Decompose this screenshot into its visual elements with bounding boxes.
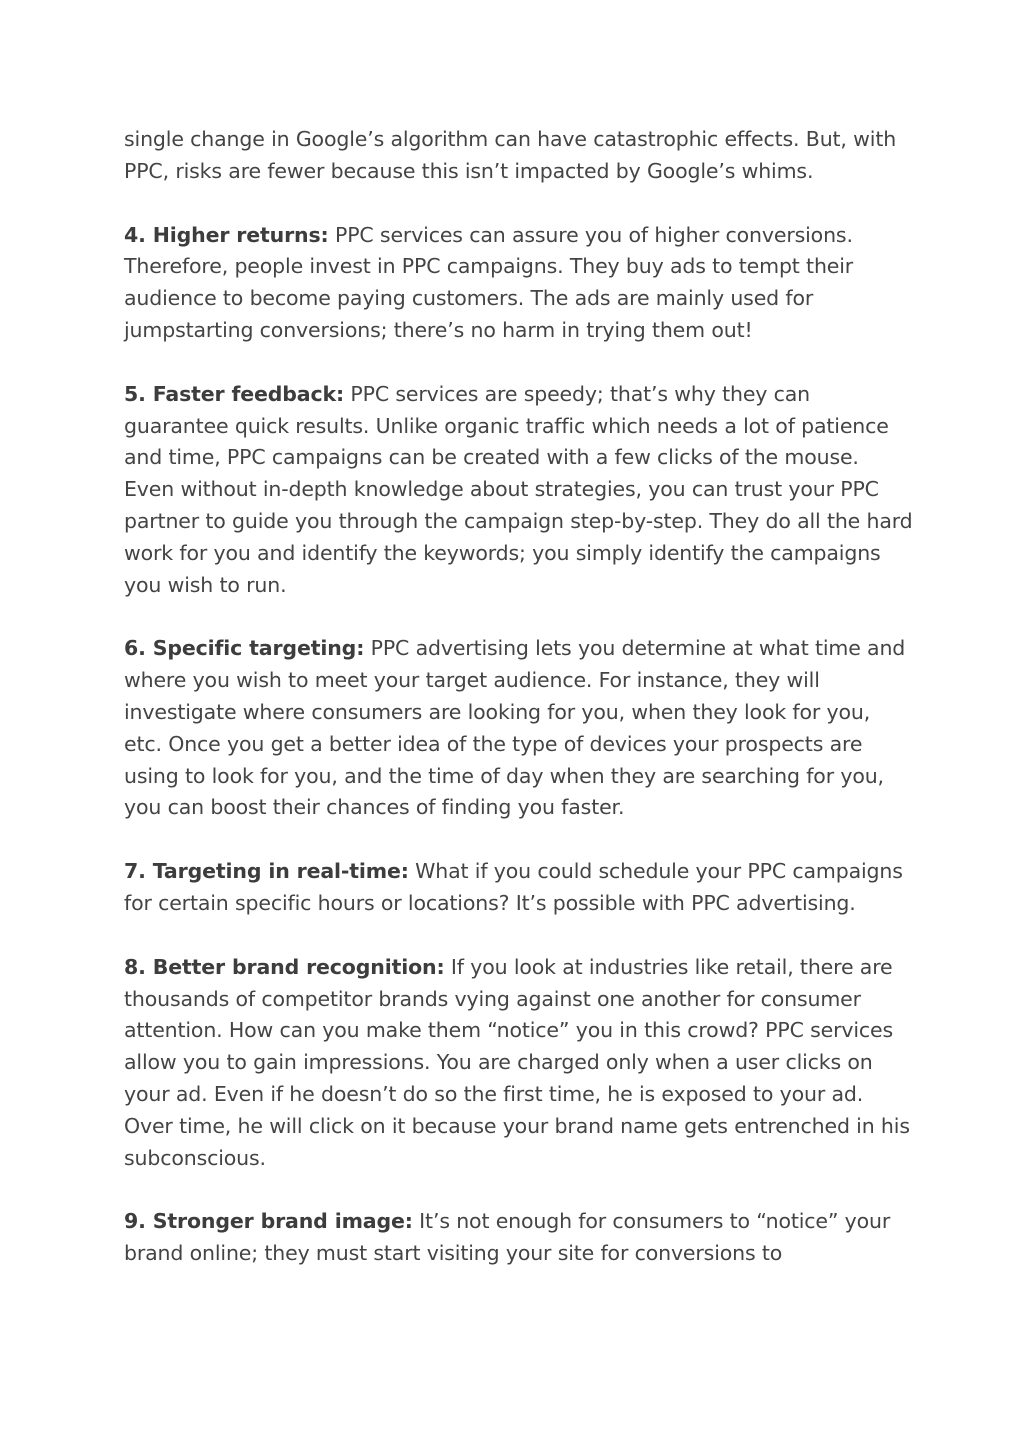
paragraph-heading: 6. Specific targeting: <box>124 636 365 661</box>
paragraph-heading: 7. Targeting in real-time: <box>124 859 409 884</box>
paragraph-brand-recognition <box>124 952 914 1175</box>
paragraph-real-time-targeting <box>124 856 914 920</box>
paragraph-text: PPC advertising lets you determine at what time and where you wish to meet your target audience. For instance, they will investigate where consumers are looking for you, when they look for you, etc. Once you get a better idea of the type of devices your prospects are using to look for you, and the time of day when they are searching for you, you can boost their chances of finding you faster. <box>124 636 906 820</box>
paragraph-specific-targeting <box>124 633 914 824</box>
document-page <box>124 124 914 1302</box>
paragraph-faster-feedback <box>124 379 914 602</box>
paragraph-higher-returns <box>124 220 914 347</box>
paragraph-text: If you look at industries like retail, there are thousands of competitor brands vying against one another for consumer attention. How can you make them “notice” you in this crowd? PPC services allow you to gain impressions. You are charged only when a user clicks on your ad. Even if he doesn’t do so the first time, he is exposed to your ad. Over time, he will click on it because your brand name gets entrenched in his subconscious. <box>124 954 910 1170</box>
paragraph-heading: 9. Stronger brand image: <box>124 1209 413 1234</box>
paragraph-continuation <box>124 124 914 188</box>
paragraph-heading: 8. Better brand recognition: <box>124 954 445 979</box>
paragraph-text: It’s not enough for consumers to “notice” your brand online; they must start visiting your site for conversions to <box>124 1209 891 1266</box>
paragraph-text: PPC services can assure you of higher conversions. Therefore, people invest in PPC campaigns. They buy ads to tempt their audience to become paying customers. The ads are mainly used for jumpstarting conversions; there’s no harm in trying them out! <box>124 222 854 342</box>
paragraph-heading: 5. Faster feedback: <box>124 381 345 406</box>
paragraph-text: PPC services are speedy; that’s why they can guarantee quick results. Unlike organic traffic which needs a lot of patience and time, PPC campaigns can be created with a few clicks of the mouse. Even without in-depth knowledge about strategies, you can trust your PPC partner to guide you through the campaign step-by-step. They do all the hard work for you and identify the keywords; you simply identify the campaigns you wish to run. <box>124 381 913 597</box>
paragraph-brand-image <box>124 1206 914 1270</box>
paragraph-text: What if you could schedule your PPC campaigns for certain specific hours or locations? It’s possible with PPC advertising. <box>124 859 903 915</box>
paragraph-heading: 4. Higher returns: <box>124 222 329 247</box>
paragraph-text: single change in Google’s algorithm can have catastrophic effects. But, with PPC, risks are fewer because this isn’t impacted by Google’s whims. <box>124 127 897 183</box>
